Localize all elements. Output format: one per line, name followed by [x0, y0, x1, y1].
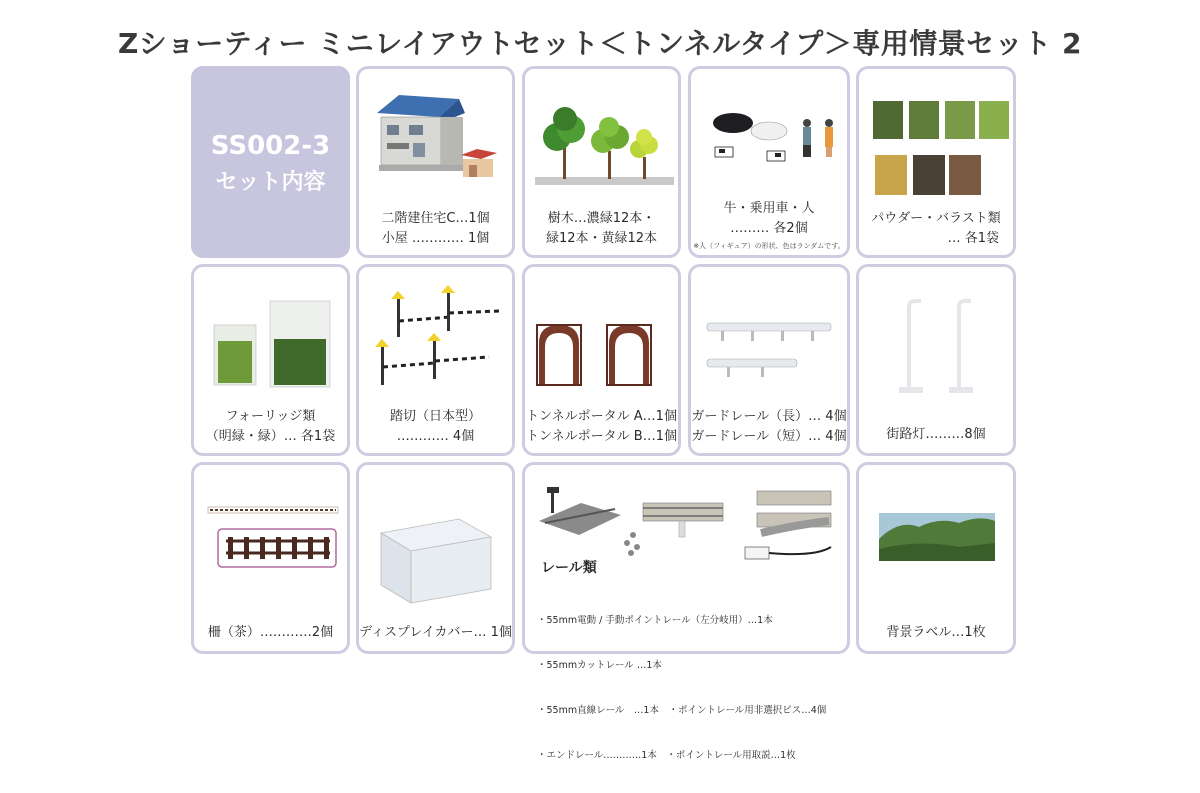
guardrail-image: [691, 307, 853, 417]
set-code: SS002-3: [210, 131, 331, 161]
backdrop-label: 背景ラベル…1枚: [886, 625, 986, 640]
trees-label-line1: 樹木…濃緑12本・: [547, 211, 656, 226]
rail-section-title: レール類: [541, 560, 597, 576]
house-label-line2: 小屋 ………… 1個: [381, 231, 490, 246]
figure-random-note: ※人（フィギュア）の形状、色はランダムです。: [693, 242, 845, 250]
rail-line-1: ・55mm電動 / 手動ポイントレール（左分岐用）…1本: [537, 615, 773, 626]
card-display-cover: [356, 462, 515, 654]
crossing-image: [359, 287, 518, 397]
card-trees: [522, 66, 681, 258]
fence-image: [194, 501, 353, 601]
guardrail-label-line2: ガードレール（短）… 4個: [691, 429, 847, 444]
streetlight-image: [859, 293, 1019, 413]
powder-label-line2: … 各1袋: [947, 231, 999, 246]
card-backdrop: [856, 462, 1016, 654]
guardrail-label-line1: ガードレール（長）… 4個: [691, 409, 847, 424]
rail-line-4: ・エンドレール…………1本 ・ポイントレール用取説…1枚: [537, 750, 796, 761]
card-powder: [856, 66, 1016, 258]
foliage-label-line2: （明緑・緑）… 各1袋: [205, 429, 336, 444]
powder-bags-image: [859, 97, 1019, 207]
card-rail: [522, 462, 850, 761]
set-header-card: [191, 66, 350, 258]
card-crossing: [356, 264, 515, 456]
house-image: [359, 81, 518, 191]
display-cover-image: [359, 493, 518, 603]
cover-label: ディスプレイカバー… 1個: [359, 625, 512, 640]
tunnel-portal-image: [525, 307, 684, 417]
cows-cars-people-image: [691, 93, 853, 193]
cows-label-line2: ……… 各2個: [730, 221, 808, 236]
foliage-label-line1: フォーリッジ類: [225, 409, 316, 424]
house-label-line1: 二階建住宅C…1個: [381, 211, 490, 226]
card-tunnel: [522, 264, 681, 456]
card-house: [356, 66, 515, 258]
rail-image: [525, 473, 853, 563]
cows-label-line1: 牛・乗用車・人: [723, 201, 815, 216]
crossing-label-line2: ………… 4個: [396, 429, 475, 444]
tunnel-label-line2: トンネルポータル B…1個: [526, 429, 677, 444]
trees-image: [525, 85, 684, 205]
rail-line-2: ・55mmカットレール …1本: [537, 660, 662, 671]
fence-label: 柵（茶）…………2個: [207, 625, 334, 640]
rail-contents-list: [537, 583, 826, 793]
card-streetlight: [856, 264, 1016, 456]
rail-line-3: ・55mm直線レール …1本 ・ポイントレール用非選択ビス…4個: [537, 705, 827, 716]
powder-label-line1: パウダー・バラスト類: [871, 211, 1001, 226]
crossing-label-line1: 踏切（日本型）: [389, 409, 481, 424]
card-cows: [688, 66, 850, 258]
streetlight-label: 街路灯………8個: [886, 427, 986, 442]
backdrop-label-image: [859, 509, 1019, 569]
card-fence: [191, 462, 350, 654]
foliage-bags-image: [194, 297, 353, 407]
set-subtitle: セット内容: [215, 170, 326, 195]
page-title: Zショーティー ミニレイアウトセット＜トンネルタイプ＞専用情景セット 2: [117, 27, 1083, 60]
card-foliage: [191, 264, 350, 456]
trees-label-line2: 緑12本・黄緑12本: [545, 231, 658, 246]
card-guardrail: [688, 264, 850, 456]
tunnel-label-line1: トンネルポータル A…1個: [526, 409, 677, 424]
